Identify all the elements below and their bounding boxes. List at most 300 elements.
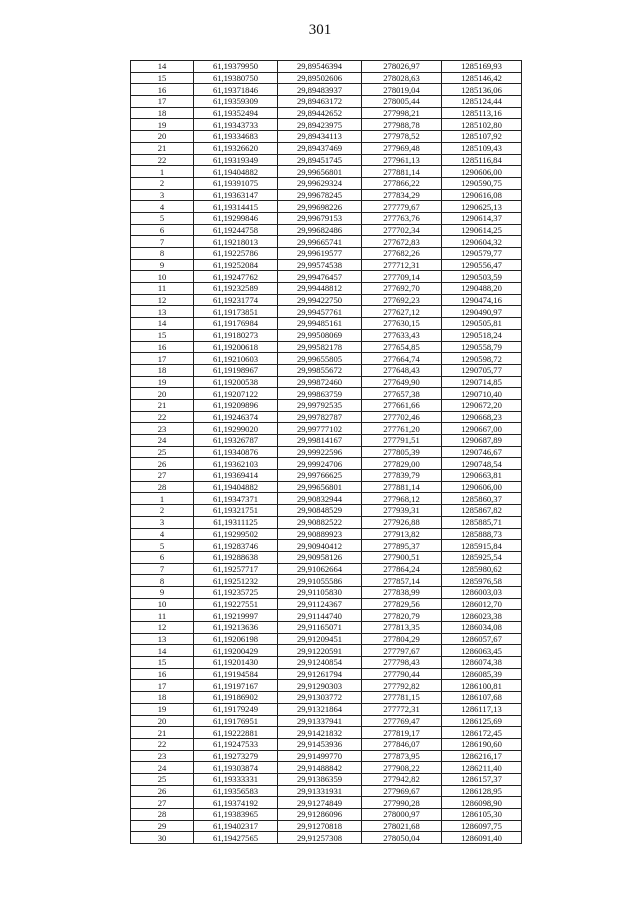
latitude-cell: 61,19427565 bbox=[194, 832, 278, 844]
table-row bbox=[131, 809, 522, 821]
latitude-cell: 61,19273279 bbox=[194, 750, 278, 762]
x-coordinate-cell: 277781,15 bbox=[362, 692, 442, 704]
x-coordinate-cell: 278026,97 bbox=[362, 61, 442, 73]
longitude-cell: 29,89437469 bbox=[278, 142, 362, 154]
point-number-cell: 6 bbox=[131, 224, 194, 236]
latitude-cell: 61,19209896 bbox=[194, 399, 278, 411]
y-coordinate-cell: 1286034,08 bbox=[442, 622, 522, 634]
longitude-cell: 29,91055586 bbox=[278, 575, 362, 587]
y-coordinate-cell: 1286063,45 bbox=[442, 645, 522, 657]
y-coordinate-cell: 1290687,89 bbox=[442, 435, 522, 447]
latitude-cell: 61,19363147 bbox=[194, 189, 278, 201]
latitude-cell: 61,19201430 bbox=[194, 657, 278, 669]
latitude-cell: 61,19379950 bbox=[194, 61, 278, 73]
table-row bbox=[131, 248, 522, 260]
x-coordinate-cell: 278028,63 bbox=[362, 72, 442, 84]
table-row bbox=[131, 727, 522, 739]
y-coordinate-cell: 1290590,75 bbox=[442, 177, 522, 189]
y-coordinate-cell: 1290668,23 bbox=[442, 411, 522, 423]
x-coordinate-cell: 277838,99 bbox=[362, 586, 442, 598]
x-coordinate-cell: 277702,34 bbox=[362, 224, 442, 236]
x-coordinate-cell: 277798,43 bbox=[362, 657, 442, 669]
table-row bbox=[131, 622, 522, 634]
table-row bbox=[131, 692, 522, 704]
x-coordinate-cell: 277779,67 bbox=[362, 201, 442, 213]
latitude-cell: 61,19319349 bbox=[194, 154, 278, 166]
longitude-cell: 29,91270818 bbox=[278, 820, 362, 832]
table-row bbox=[131, 528, 522, 540]
y-coordinate-cell: 1290606,00 bbox=[442, 481, 522, 493]
x-coordinate-cell: 277648,43 bbox=[362, 364, 442, 376]
y-coordinate-cell: 1290556,47 bbox=[442, 259, 522, 271]
latitude-cell: 61,19180273 bbox=[194, 329, 278, 341]
longitude-cell: 29,99678245 bbox=[278, 189, 362, 201]
table-row bbox=[131, 738, 522, 750]
point-number-cell: 19 bbox=[131, 703, 194, 715]
y-coordinate-cell: 1290748,54 bbox=[442, 458, 522, 470]
y-coordinate-cell: 1285124,44 bbox=[442, 96, 522, 108]
x-coordinate-cell: 277791,51 bbox=[362, 435, 442, 447]
x-coordinate-cell: 277763,76 bbox=[362, 212, 442, 224]
longitude-cell: 29,91144740 bbox=[278, 610, 362, 622]
y-coordinate-cell: 1286105,30 bbox=[442, 809, 522, 821]
y-coordinate-cell: 1290672,20 bbox=[442, 399, 522, 411]
latitude-cell: 61,19213636 bbox=[194, 622, 278, 634]
latitude-cell: 61,19371846 bbox=[194, 84, 278, 96]
longitude-cell: 29,99782787 bbox=[278, 411, 362, 423]
latitude-cell: 61,19200538 bbox=[194, 376, 278, 388]
table-row bbox=[131, 715, 522, 727]
x-coordinate-cell: 277988,78 bbox=[362, 119, 442, 131]
longitude-cell: 29,91124367 bbox=[278, 598, 362, 610]
point-number-cell: 5 bbox=[131, 540, 194, 552]
x-coordinate-cell: 277926,88 bbox=[362, 516, 442, 528]
y-coordinate-cell: 1285980,62 bbox=[442, 563, 522, 575]
x-coordinate-cell: 277839,79 bbox=[362, 470, 442, 482]
y-coordinate-cell: 1286098,90 bbox=[442, 797, 522, 809]
table-row bbox=[131, 201, 522, 213]
x-coordinate-cell: 277672,83 bbox=[362, 236, 442, 248]
table-row bbox=[131, 294, 522, 306]
latitude-cell: 61,19391075 bbox=[194, 177, 278, 189]
y-coordinate-cell: 1290625,13 bbox=[442, 201, 522, 213]
latitude-cell: 61,19232589 bbox=[194, 283, 278, 295]
longitude-cell: 29,91331931 bbox=[278, 785, 362, 797]
x-coordinate-cell: 278005,44 bbox=[362, 96, 442, 108]
point-number-cell: 12 bbox=[131, 294, 194, 306]
longitude-cell: 29,99665741 bbox=[278, 236, 362, 248]
point-number-cell: 22 bbox=[131, 154, 194, 166]
latitude-cell: 61,19219997 bbox=[194, 610, 278, 622]
x-coordinate-cell: 277978,52 bbox=[362, 131, 442, 143]
x-coordinate-cell: 277829,56 bbox=[362, 598, 442, 610]
longitude-cell: 29,90940412 bbox=[278, 540, 362, 552]
longitude-cell: 29,91105830 bbox=[278, 586, 362, 598]
point-number-cell: 15 bbox=[131, 329, 194, 341]
table-row bbox=[131, 832, 522, 844]
longitude-cell: 29,89442652 bbox=[278, 107, 362, 119]
latitude-cell: 61,19222881 bbox=[194, 727, 278, 739]
point-number-cell: 17 bbox=[131, 353, 194, 365]
x-coordinate-cell: 277761,20 bbox=[362, 423, 442, 435]
latitude-cell: 61,19227551 bbox=[194, 598, 278, 610]
table-row bbox=[131, 563, 522, 575]
y-coordinate-cell: 1285867,82 bbox=[442, 505, 522, 517]
point-number-cell: 5 bbox=[131, 212, 194, 224]
table-row bbox=[131, 762, 522, 774]
table-row bbox=[131, 610, 522, 622]
latitude-cell: 61,19383965 bbox=[194, 809, 278, 821]
y-coordinate-cell: 1286128,95 bbox=[442, 785, 522, 797]
longitude-cell: 29,91286096 bbox=[278, 809, 362, 821]
point-number-cell: 19 bbox=[131, 119, 194, 131]
x-coordinate-cell: 277908,22 bbox=[362, 762, 442, 774]
y-coordinate-cell: 1286003,03 bbox=[442, 586, 522, 598]
longitude-cell: 29,91499770 bbox=[278, 750, 362, 762]
y-coordinate-cell: 1286091,40 bbox=[442, 832, 522, 844]
table-row bbox=[131, 364, 522, 376]
y-coordinate-cell: 1285885,71 bbox=[442, 516, 522, 528]
table-row bbox=[131, 785, 522, 797]
longitude-cell: 29,99656801 bbox=[278, 481, 362, 493]
longitude-cell: 29,90848529 bbox=[278, 505, 362, 517]
x-coordinate-cell: 277998,21 bbox=[362, 107, 442, 119]
y-coordinate-cell: 1285113,16 bbox=[442, 107, 522, 119]
x-coordinate-cell: 277657,38 bbox=[362, 388, 442, 400]
table-row bbox=[131, 84, 522, 96]
x-coordinate-cell: 277805,39 bbox=[362, 446, 442, 458]
latitude-cell: 61,19186902 bbox=[194, 692, 278, 704]
table-row bbox=[131, 271, 522, 283]
x-coordinate-cell: 277692,23 bbox=[362, 294, 442, 306]
point-number-cell: 3 bbox=[131, 189, 194, 201]
table-row bbox=[131, 680, 522, 692]
x-coordinate-cell: 277769,47 bbox=[362, 715, 442, 727]
x-coordinate-cell: 277654,85 bbox=[362, 341, 442, 353]
point-number-cell: 24 bbox=[131, 762, 194, 774]
y-coordinate-cell: 1290614,37 bbox=[442, 212, 522, 224]
point-number-cell: 9 bbox=[131, 259, 194, 271]
y-coordinate-cell: 1285860,37 bbox=[442, 493, 522, 505]
x-coordinate-cell: 277866,22 bbox=[362, 177, 442, 189]
table-row bbox=[131, 388, 522, 400]
y-coordinate-cell: 1286097,75 bbox=[442, 820, 522, 832]
y-coordinate-cell: 1290614,25 bbox=[442, 224, 522, 236]
longitude-cell: 29,89502606 bbox=[278, 72, 362, 84]
table-row bbox=[131, 283, 522, 295]
latitude-cell: 61,19246374 bbox=[194, 411, 278, 423]
point-number-cell: 22 bbox=[131, 738, 194, 750]
y-coordinate-cell: 1286117,13 bbox=[442, 703, 522, 715]
point-number-cell: 23 bbox=[131, 750, 194, 762]
point-number-cell: 21 bbox=[131, 727, 194, 739]
longitude-cell: 29,89463172 bbox=[278, 96, 362, 108]
latitude-cell: 61,19374192 bbox=[194, 797, 278, 809]
table-row bbox=[131, 306, 522, 318]
latitude-cell: 61,19235725 bbox=[194, 586, 278, 598]
y-coordinate-cell: 1290579,77 bbox=[442, 248, 522, 260]
y-coordinate-cell: 1285915,84 bbox=[442, 540, 522, 552]
point-number-cell: 27 bbox=[131, 470, 194, 482]
table-row bbox=[131, 703, 522, 715]
table-row bbox=[131, 177, 522, 189]
x-coordinate-cell: 277649,90 bbox=[362, 376, 442, 388]
point-number-cell: 8 bbox=[131, 575, 194, 587]
longitude-cell: 29,91337941 bbox=[278, 715, 362, 727]
longitude-cell: 29,99448812 bbox=[278, 283, 362, 295]
y-coordinate-cell: 1286172,45 bbox=[442, 727, 522, 739]
table-row bbox=[131, 551, 522, 563]
longitude-cell: 29,91220591 bbox=[278, 645, 362, 657]
point-number-cell: 17 bbox=[131, 680, 194, 692]
x-coordinate-cell: 277969,67 bbox=[362, 785, 442, 797]
longitude-cell: 29,99679153 bbox=[278, 212, 362, 224]
point-number-cell: 19 bbox=[131, 376, 194, 388]
latitude-cell: 61,19356583 bbox=[194, 785, 278, 797]
longitude-cell: 29,99792535 bbox=[278, 399, 362, 411]
latitude-cell: 61,19334683 bbox=[194, 131, 278, 143]
longitude-cell: 29,89423975 bbox=[278, 119, 362, 131]
longitude-cell: 29,90958126 bbox=[278, 551, 362, 563]
point-number-cell: 28 bbox=[131, 481, 194, 493]
point-number-cell: 8 bbox=[131, 248, 194, 260]
longitude-cell: 29,89483937 bbox=[278, 84, 362, 96]
longitude-cell: 29,91165071 bbox=[278, 622, 362, 634]
table-row bbox=[131, 61, 522, 73]
point-number-cell: 20 bbox=[131, 131, 194, 143]
y-coordinate-cell: 1285888,73 bbox=[442, 528, 522, 540]
point-number-cell: 22 bbox=[131, 411, 194, 423]
point-number-cell: 25 bbox=[131, 773, 194, 785]
y-coordinate-cell: 1290490,97 bbox=[442, 306, 522, 318]
point-number-cell: 9 bbox=[131, 586, 194, 598]
x-coordinate-cell: 277813,35 bbox=[362, 622, 442, 634]
y-coordinate-cell: 1286085,39 bbox=[442, 668, 522, 680]
table-row bbox=[131, 458, 522, 470]
longitude-cell: 29,91321864 bbox=[278, 703, 362, 715]
x-coordinate-cell: 277834,29 bbox=[362, 189, 442, 201]
latitude-cell: 61,19311125 bbox=[194, 516, 278, 528]
longitude-cell: 29,91261794 bbox=[278, 668, 362, 680]
point-number-cell: 16 bbox=[131, 84, 194, 96]
x-coordinate-cell: 277846,07 bbox=[362, 738, 442, 750]
table-row bbox=[131, 236, 522, 248]
longitude-cell: 29,99619577 bbox=[278, 248, 362, 260]
y-coordinate-cell: 1285925,54 bbox=[442, 551, 522, 563]
y-coordinate-cell: 1290558,79 bbox=[442, 341, 522, 353]
latitude-cell: 61,19179249 bbox=[194, 703, 278, 715]
point-number-cell: 29 bbox=[131, 820, 194, 832]
page-number: 301 bbox=[308, 22, 332, 38]
point-number-cell: 17 bbox=[131, 96, 194, 108]
table-row bbox=[131, 119, 522, 131]
latitude-cell: 61,19207122 bbox=[194, 388, 278, 400]
y-coordinate-cell: 1290714,85 bbox=[442, 376, 522, 388]
point-number-cell: 15 bbox=[131, 72, 194, 84]
longitude-cell: 29,99863759 bbox=[278, 388, 362, 400]
point-number-cell: 21 bbox=[131, 399, 194, 411]
longitude-cell: 29,99656801 bbox=[278, 166, 362, 178]
y-coordinate-cell: 1290474,16 bbox=[442, 294, 522, 306]
y-coordinate-cell: 1286057,67 bbox=[442, 633, 522, 645]
y-coordinate-cell: 1290667,00 bbox=[442, 423, 522, 435]
x-coordinate-cell: 277900,51 bbox=[362, 551, 442, 563]
coordinates-table-body bbox=[131, 61, 522, 844]
y-coordinate-cell: 1290598,72 bbox=[442, 353, 522, 365]
point-number-cell: 16 bbox=[131, 668, 194, 680]
table-row bbox=[131, 131, 522, 143]
x-coordinate-cell: 277873,95 bbox=[362, 750, 442, 762]
table-row bbox=[131, 540, 522, 552]
longitude-cell: 29,99582178 bbox=[278, 341, 362, 353]
y-coordinate-cell: 1290604,32 bbox=[442, 236, 522, 248]
point-number-cell: 4 bbox=[131, 201, 194, 213]
latitude-cell: 61,19247533 bbox=[194, 738, 278, 750]
x-coordinate-cell: 277969,48 bbox=[362, 142, 442, 154]
table-row bbox=[131, 505, 522, 517]
y-coordinate-cell: 1290710,40 bbox=[442, 388, 522, 400]
table-row bbox=[131, 575, 522, 587]
longitude-cell: 29,99924706 bbox=[278, 458, 362, 470]
latitude-cell: 61,19252084 bbox=[194, 259, 278, 271]
point-number-cell: 18 bbox=[131, 107, 194, 119]
x-coordinate-cell: 277772,31 bbox=[362, 703, 442, 715]
longitude-cell: 29,89451745 bbox=[278, 154, 362, 166]
x-coordinate-cell: 278021,68 bbox=[362, 820, 442, 832]
table-row bbox=[131, 435, 522, 447]
longitude-cell: 29,99457761 bbox=[278, 306, 362, 318]
x-coordinate-cell: 277630,15 bbox=[362, 318, 442, 330]
longitude-cell: 29,91386359 bbox=[278, 773, 362, 785]
y-coordinate-cell: 1285107,92 bbox=[442, 131, 522, 143]
longitude-cell: 29,89546394 bbox=[278, 61, 362, 73]
point-number-cell: 10 bbox=[131, 271, 194, 283]
table-row bbox=[131, 598, 522, 610]
latitude-cell: 61,19326620 bbox=[194, 142, 278, 154]
table-row bbox=[131, 142, 522, 154]
x-coordinate-cell: 277913,82 bbox=[362, 528, 442, 540]
y-coordinate-cell: 1285136,06 bbox=[442, 84, 522, 96]
y-coordinate-cell: 1285976,58 bbox=[442, 575, 522, 587]
y-coordinate-cell: 1285169,93 bbox=[442, 61, 522, 73]
longitude-cell: 29,91209451 bbox=[278, 633, 362, 645]
table-row bbox=[131, 376, 522, 388]
table-row bbox=[131, 399, 522, 411]
latitude-cell: 61,19176951 bbox=[194, 715, 278, 727]
table-row bbox=[131, 797, 522, 809]
point-number-cell: 2 bbox=[131, 177, 194, 189]
longitude-cell: 29,99574538 bbox=[278, 259, 362, 271]
latitude-cell: 61,19404882 bbox=[194, 166, 278, 178]
latitude-cell: 61,19299846 bbox=[194, 212, 278, 224]
table-row bbox=[131, 668, 522, 680]
latitude-cell: 61,19210603 bbox=[194, 353, 278, 365]
point-number-cell: 27 bbox=[131, 797, 194, 809]
x-coordinate-cell: 277819,17 bbox=[362, 727, 442, 739]
longitude-cell: 29,99922596 bbox=[278, 446, 362, 458]
longitude-cell: 29,91257308 bbox=[278, 832, 362, 844]
point-number-cell: 16 bbox=[131, 341, 194, 353]
latitude-cell: 61,19369414 bbox=[194, 470, 278, 482]
latitude-cell: 61,19206198 bbox=[194, 633, 278, 645]
x-coordinate-cell: 277857,14 bbox=[362, 575, 442, 587]
longitude-cell: 29,99655805 bbox=[278, 353, 362, 365]
y-coordinate-cell: 1286023,38 bbox=[442, 610, 522, 622]
table-row bbox=[131, 189, 522, 201]
point-number-cell: 10 bbox=[131, 598, 194, 610]
latitude-cell: 61,19352494 bbox=[194, 107, 278, 119]
point-number-cell: 14 bbox=[131, 61, 194, 73]
point-number-cell: 20 bbox=[131, 388, 194, 400]
y-coordinate-cell: 1290746,67 bbox=[442, 446, 522, 458]
latitude-cell: 61,19283746 bbox=[194, 540, 278, 552]
x-coordinate-cell: 277895,37 bbox=[362, 540, 442, 552]
latitude-cell: 61,19314415 bbox=[194, 201, 278, 213]
latitude-cell: 61,19299020 bbox=[194, 423, 278, 435]
point-number-cell: 23 bbox=[131, 423, 194, 435]
x-coordinate-cell: 277712,31 bbox=[362, 259, 442, 271]
y-coordinate-cell: 1285102,80 bbox=[442, 119, 522, 131]
x-coordinate-cell: 277627,12 bbox=[362, 306, 442, 318]
longitude-cell: 29,99485161 bbox=[278, 318, 362, 330]
latitude-cell: 61,19194584 bbox=[194, 668, 278, 680]
table-row bbox=[131, 318, 522, 330]
point-number-cell: 4 bbox=[131, 528, 194, 540]
latitude-cell: 61,19247762 bbox=[194, 271, 278, 283]
y-coordinate-cell: 1285116,84 bbox=[442, 154, 522, 166]
latitude-cell: 61,19362103 bbox=[194, 458, 278, 470]
latitude-cell: 61,19299502 bbox=[194, 528, 278, 540]
table-row bbox=[131, 493, 522, 505]
table-row bbox=[131, 750, 522, 762]
table-row bbox=[131, 586, 522, 598]
latitude-cell: 61,19326787 bbox=[194, 435, 278, 447]
longitude-cell: 29,91240854 bbox=[278, 657, 362, 669]
x-coordinate-cell: 277804,29 bbox=[362, 633, 442, 645]
table-row bbox=[131, 72, 522, 84]
point-number-cell: 30 bbox=[131, 832, 194, 844]
y-coordinate-cell: 1290503,59 bbox=[442, 271, 522, 283]
point-number-cell: 26 bbox=[131, 785, 194, 797]
longitude-cell: 29,99698226 bbox=[278, 201, 362, 213]
table-row bbox=[131, 645, 522, 657]
x-coordinate-cell: 277881,14 bbox=[362, 481, 442, 493]
table-row bbox=[131, 341, 522, 353]
point-number-cell: 11 bbox=[131, 610, 194, 622]
point-number-cell: 18 bbox=[131, 364, 194, 376]
x-coordinate-cell: 277881,14 bbox=[362, 166, 442, 178]
table-row bbox=[131, 773, 522, 785]
table-row bbox=[131, 657, 522, 669]
y-coordinate-cell: 1285109,43 bbox=[442, 142, 522, 154]
latitude-cell: 61,19257717 bbox=[194, 563, 278, 575]
y-coordinate-cell: 1290505,81 bbox=[442, 318, 522, 330]
longitude-cell: 29,99777102 bbox=[278, 423, 362, 435]
table-row bbox=[131, 107, 522, 119]
table-row bbox=[131, 481, 522, 493]
y-coordinate-cell: 1290705,77 bbox=[442, 364, 522, 376]
x-coordinate-cell: 277633,43 bbox=[362, 329, 442, 341]
longitude-cell: 29,99629324 bbox=[278, 177, 362, 189]
y-coordinate-cell: 1290663,81 bbox=[442, 470, 522, 482]
latitude-cell: 61,19359309 bbox=[194, 96, 278, 108]
y-coordinate-cell: 1286012,70 bbox=[442, 598, 522, 610]
x-coordinate-cell: 278019,04 bbox=[362, 84, 442, 96]
y-coordinate-cell: 1286100,81 bbox=[442, 680, 522, 692]
y-coordinate-cell: 1290606,00 bbox=[442, 166, 522, 178]
longitude-cell: 29,89434113 bbox=[278, 131, 362, 143]
longitude-cell: 29,99814167 bbox=[278, 435, 362, 447]
